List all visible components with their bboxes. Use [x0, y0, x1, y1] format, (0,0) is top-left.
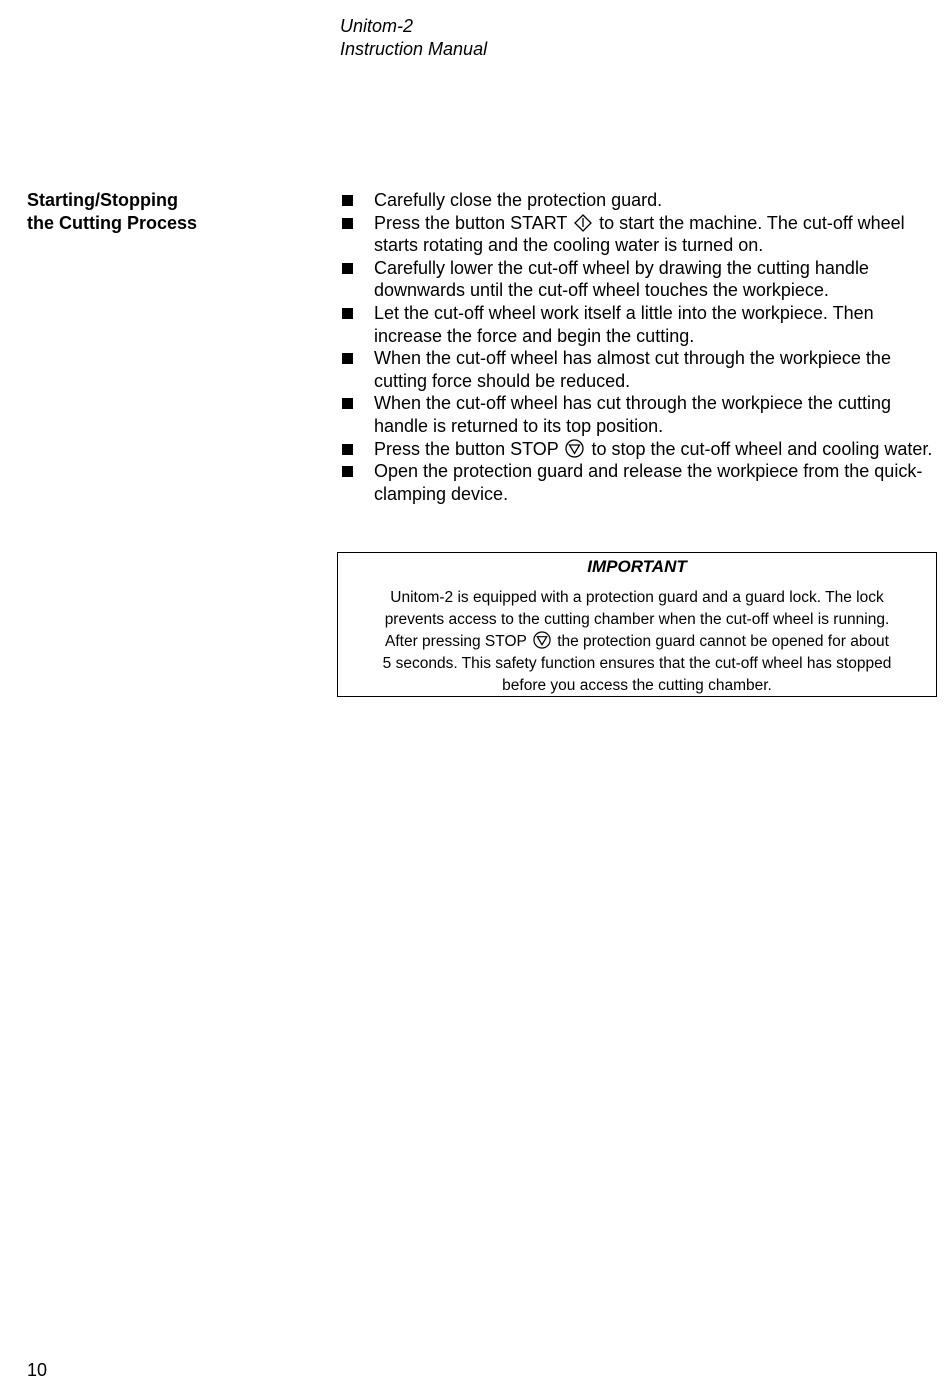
procedure-step: [340, 438, 940, 461]
procedure-step: [340, 257, 940, 302]
square-bullet-icon: [342, 444, 353, 455]
procedure-step: [340, 302, 940, 347]
start-button-icon: [574, 214, 592, 232]
important-notice-line-with-icon: [344, 631, 930, 653]
square-bullet-icon: [342, 218, 353, 229]
step-text: When the cut-off wheel has cut through the workpiece the cutting handle is returned to its top position.: [374, 393, 891, 436]
stop-button-icon: [533, 631, 551, 649]
section-title-line-2: the Cutting Process: [27, 213, 198, 233]
important-notice-line: 5 seconds. This safety function ensures that the cut-off wheel has stopped: [382, 655, 892, 672]
procedure-step: [340, 392, 940, 437]
procedure-step: [340, 347, 940, 392]
important-notice-line: prevents access to the cutting chamber when the cut-off wheel is running.: [384, 611, 890, 628]
important-text-after-icon: the protection guard cannot be opened for about: [557, 633, 889, 650]
stop-button-icon: [565, 439, 584, 458]
header-document-type: Instruction Manual: [340, 39, 488, 59]
important-notice-text: [338, 587, 936, 697]
section-title: [27, 189, 197, 235]
important-notice-line: Unitom-2 is equipped with a protection guard and a guard lock. The lock: [390, 589, 884, 606]
square-bullet-icon: [342, 263, 353, 274]
section-title-line-1: Starting/Stopping: [27, 190, 178, 210]
step-text-after-icon: to stop the cut-off wheel and cooling water.: [591, 438, 933, 459]
step-text: Carefully close the protection guard.: [374, 190, 663, 210]
step-text: When the cut-off wheel has almost cut through the workpiece the cutting force should be reduced.: [374, 348, 891, 391]
procedure-step: [340, 212, 940, 257]
header-product-name: Unitom-2: [340, 16, 414, 36]
step-text: Let the cut-off wheel work itself a little into the workpiece. Then increase the force and begin the cutting.: [374, 302, 874, 346]
document-header: [340, 15, 487, 61]
important-notice-line: before you access the cutting chamber.: [502, 677, 772, 694]
procedure-step: [340, 460, 940, 505]
square-bullet-icon: [342, 195, 353, 206]
step-text-before-icon: Press the button START: [374, 212, 568, 233]
procedure-step: [340, 189, 940, 212]
page-number: 10: [27, 1360, 48, 1380]
procedure-steps-list: [340, 189, 940, 505]
important-notice-title: IMPORTANT: [587, 557, 687, 576]
step-text-after-icon: to start the machine. The cut-off wheel starts rotating and the cooling water is turned on.: [374, 212, 905, 256]
important-notice-box: [337, 552, 937, 697]
square-bullet-icon: [342, 308, 353, 319]
square-bullet-icon: [342, 466, 353, 477]
step-text: Open the protection guard and release the workpiece from the quick-clamping device.: [374, 461, 923, 504]
step-text-before-icon: Press the button STOP: [374, 438, 559, 459]
step-text: Carefully lower the cut-off wheel by drawing the cutting handle downwards until the cut-off wheel touches the workpiece.: [374, 257, 869, 301]
important-text-before-icon: After pressing STOP: [385, 633, 527, 650]
square-bullet-icon: [342, 353, 353, 364]
square-bullet-icon: [342, 398, 353, 409]
